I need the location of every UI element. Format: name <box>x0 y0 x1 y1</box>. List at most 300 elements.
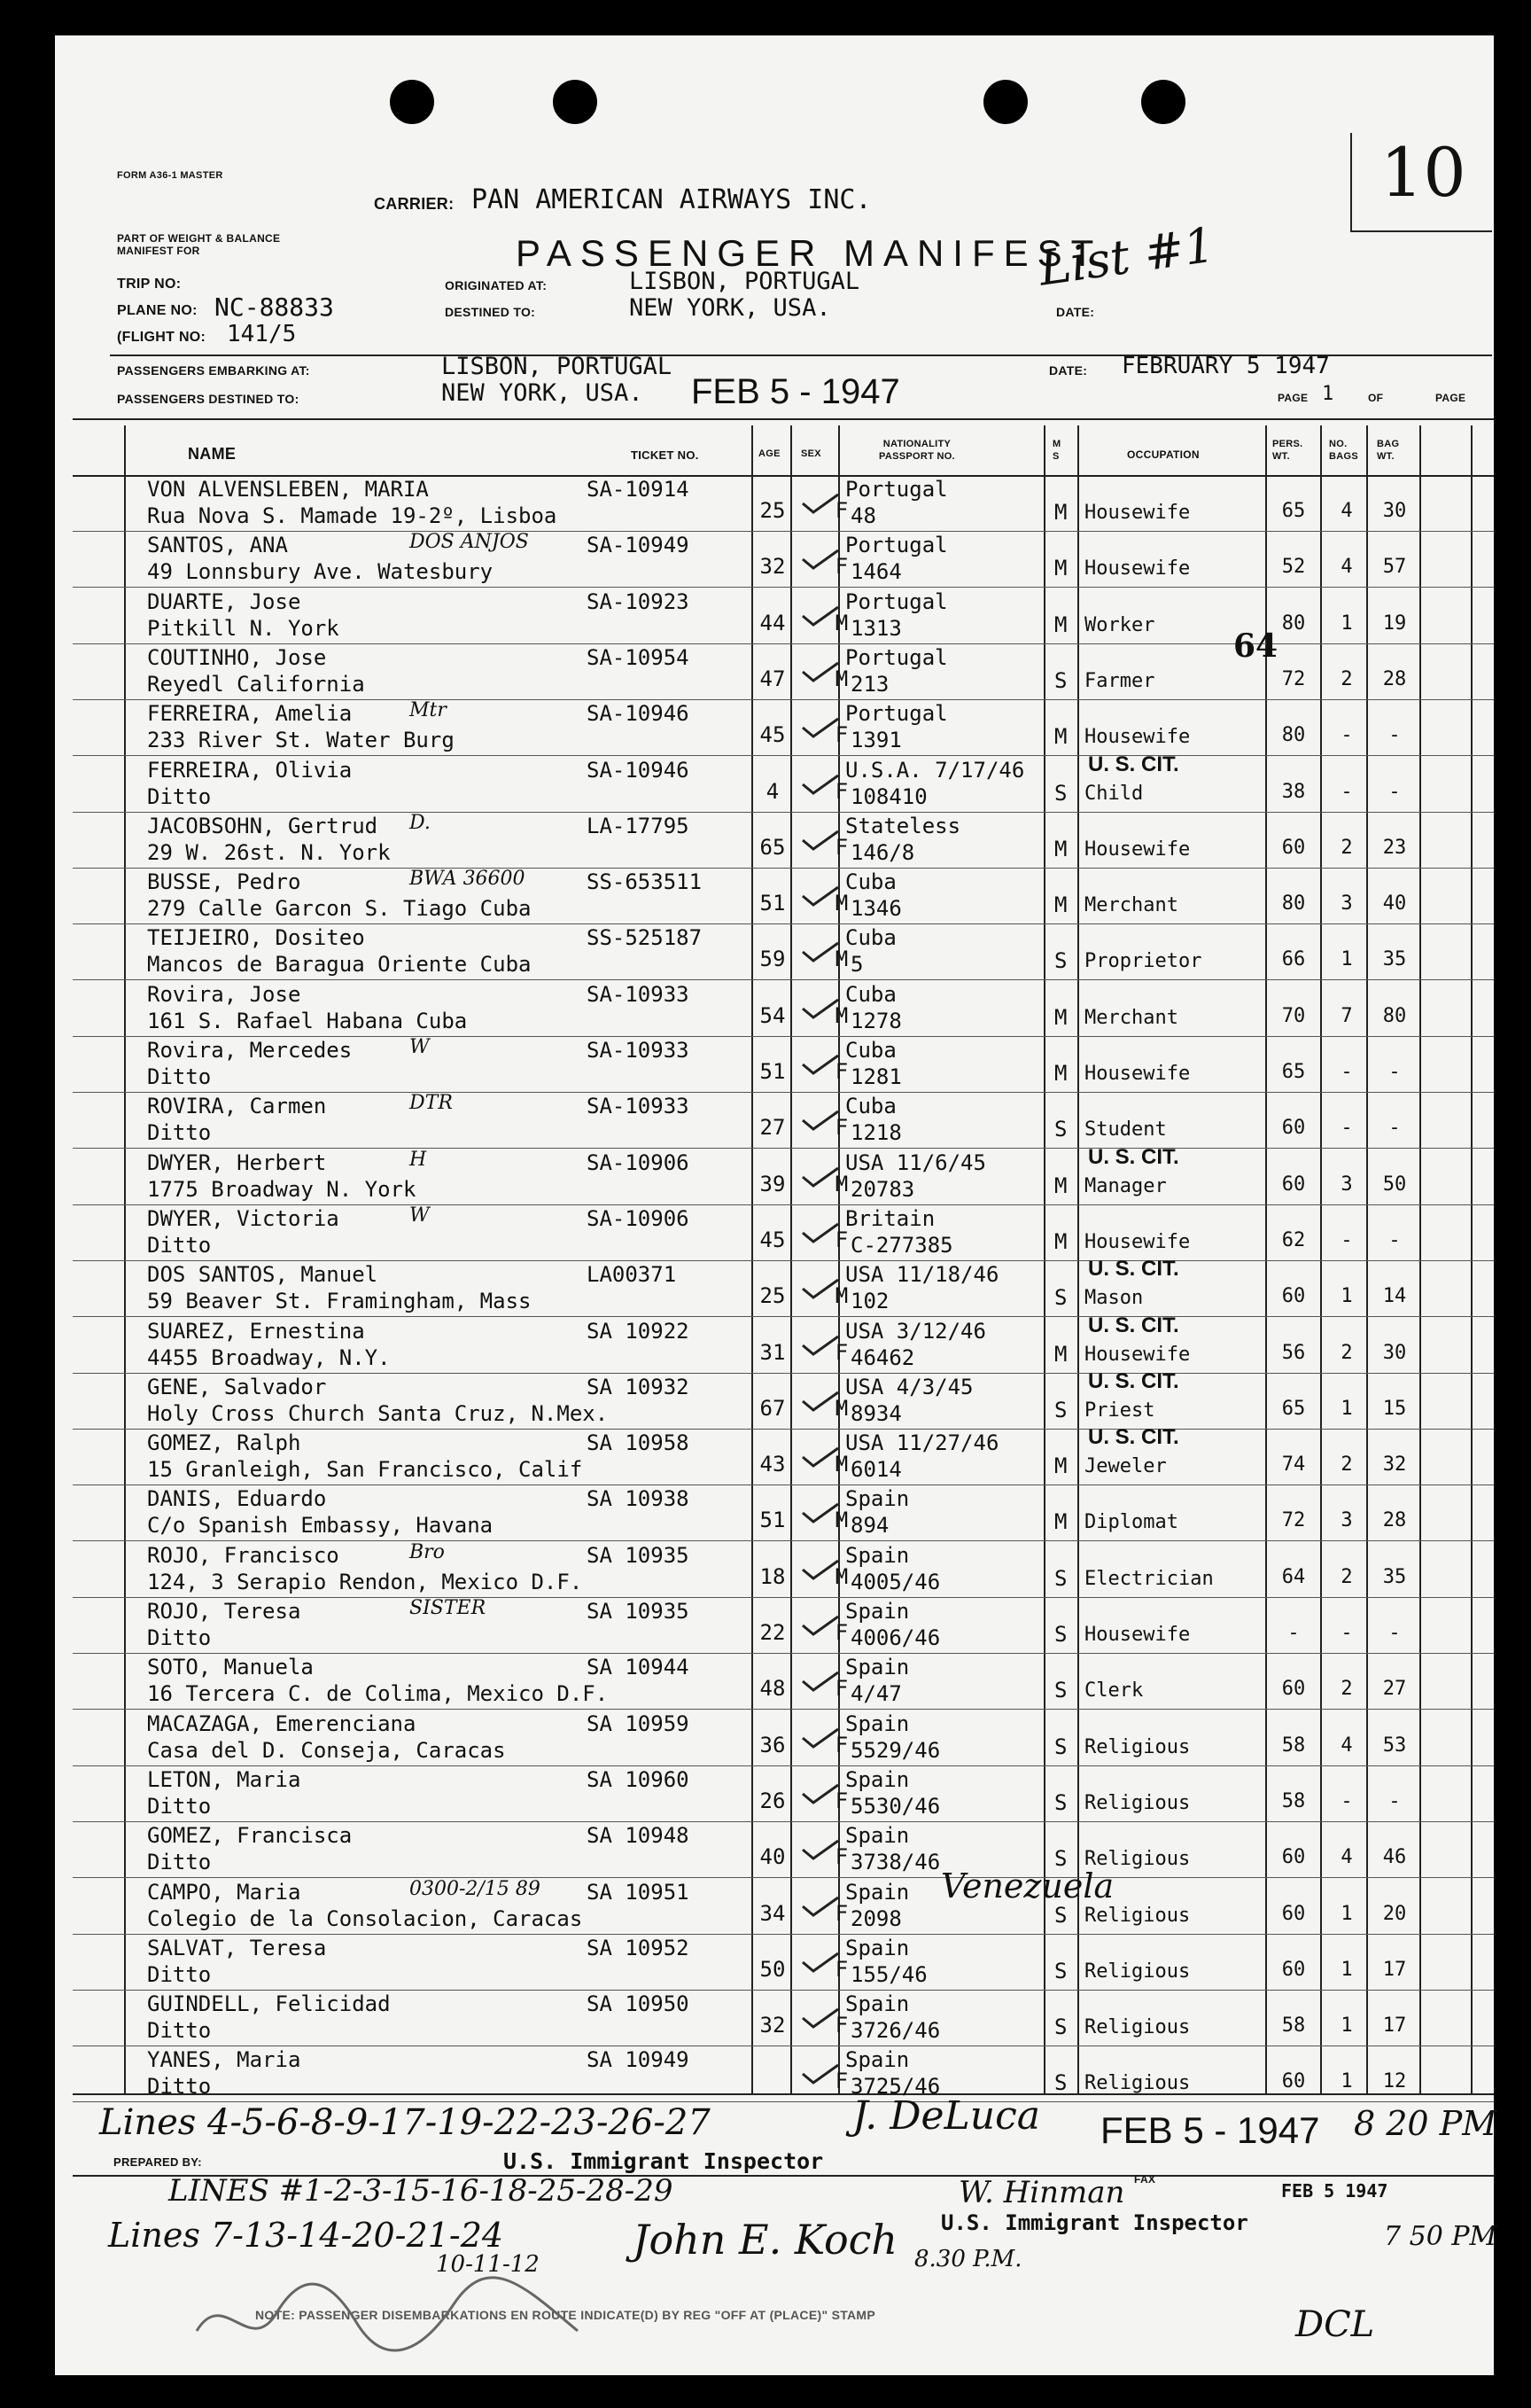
age: 4 <box>766 778 780 804</box>
sex: M <box>835 1283 849 1309</box>
bag-weight: 20 <box>1382 1902 1407 1925</box>
passenger-name: YANES, Maria <box>147 2047 301 2073</box>
nationality: Spain <box>845 1655 910 1680</box>
table-top <box>73 418 1494 420</box>
col-pers-wt: PERS. WT. <box>1272 439 1303 462</box>
bag-count: 1 <box>1341 1902 1353 1925</box>
age: 65 <box>759 834 786 860</box>
sex: M <box>835 610 849 635</box>
personal-weight: 74 <box>1281 1453 1306 1477</box>
passenger-address: 279 Calle Garcon S. Tiago Cuba <box>147 896 532 922</box>
passenger-name: VON ALVENSLEBEN, MARIA <box>147 477 429 502</box>
passport-no: 3725/46 <box>851 2074 941 2100</box>
nationality: Portugal <box>845 533 948 558</box>
bag-count: 4 <box>1341 500 1353 522</box>
fax-label: FAX <box>1134 2173 1156 2186</box>
personal-weight: 62 <box>1281 1228 1306 1251</box>
bag-count: 7 <box>1341 1004 1353 1027</box>
passport-no: 4/47 <box>851 1681 902 1707</box>
sex: F <box>835 1788 849 1813</box>
bag-weight: 32 <box>1382 1453 1407 1477</box>
bag-weight: 57 <box>1382 556 1407 579</box>
us-citizen-stamp: U. S. CIT. <box>1088 1425 1179 1450</box>
sex: F <box>835 1115 849 1141</box>
table-row <box>55 1541 1494 1598</box>
personal-weight: 64 <box>1281 1565 1306 1588</box>
check-mark <box>799 547 842 572</box>
sex: F <box>835 1339 849 1365</box>
age: 27 <box>759 1115 786 1141</box>
table-row <box>55 752 1494 813</box>
ticket-no: SA-10933 <box>587 981 689 1007</box>
sex: F <box>835 834 849 860</box>
ticket-no: SA 10935 <box>587 1542 689 1568</box>
originated-label: ORIGINATED AT: <box>445 278 548 292</box>
bag-weight: 53 <box>1382 1734 1407 1757</box>
passenger-address: 233 River St. Water Burg <box>147 728 455 753</box>
marital-status: M <box>1054 1453 1068 1479</box>
passport-no: 1391 <box>851 728 902 753</box>
nationality: Spain <box>845 1991 910 2017</box>
col-name: NAME <box>188 445 237 463</box>
ticket-no: SA 10952 <box>587 1935 689 1960</box>
nationality: Spain <box>845 1486 910 1512</box>
check-mark <box>799 491 842 516</box>
occupation: Housewife <box>1084 502 1191 524</box>
sex: F <box>835 554 849 580</box>
personal-weight: 65 <box>1281 500 1306 522</box>
age: 40 <box>759 1844 786 1870</box>
check-mark <box>799 604 842 628</box>
personal-weight: 60 <box>1281 1678 1306 1701</box>
ticket-no: LA-17795 <box>587 813 689 838</box>
nationality: Portugal <box>845 477 948 502</box>
table-row <box>55 1934 1494 1991</box>
page-label-2: PAGE <box>1435 392 1466 404</box>
bag-count: 1 <box>1341 2014 1353 2038</box>
sex: F <box>835 1676 849 1702</box>
sex: M <box>835 1452 849 1477</box>
nationality: U.S.A. 7/17/46 <box>845 757 1025 783</box>
age: 59 <box>759 947 786 972</box>
lines-note-1: Lines 4-5-6-8-9-17-19-22-23-26-27 <box>99 2102 711 2143</box>
age: 43 <box>759 1452 786 1477</box>
personal-weight: 56 <box>1281 1341 1306 1364</box>
occupation: Housewife <box>1084 838 1191 861</box>
sex: M <box>835 891 849 916</box>
inspector-label-1: U.S. Immigrant Inspector <box>503 2148 824 2174</box>
marital-status: S <box>1054 2070 1068 2096</box>
occupation: Clerk <box>1084 1679 1144 1703</box>
bag-count: - <box>1341 1061 1353 1083</box>
personal-weight: 65 <box>1281 1061 1306 1083</box>
bag-count: 3 <box>1341 1173 1353 1196</box>
passenger-name: LETON, Maria <box>147 1766 301 1792</box>
marital-status: S <box>1054 1622 1068 1647</box>
age: 51 <box>759 1508 786 1533</box>
ticket-no: SA-10923 <box>587 588 689 614</box>
us-citizen-stamp: U. S. CIT. <box>1088 752 1179 776</box>
check-mark <box>799 1389 842 1414</box>
table-row <box>55 923 1494 980</box>
check-mark <box>799 939 842 964</box>
marital-status: S <box>1054 780 1068 806</box>
bag-weight: 28 <box>1382 667 1407 690</box>
age: 48 <box>759 1676 786 1702</box>
inspector-signature-3: John E. Koch <box>633 2216 898 2264</box>
passenger-address: Ditto <box>147 1625 212 1650</box>
age: 31 <box>759 1339 786 1365</box>
marital-status: S <box>1054 1902 1068 1928</box>
nationality: USA 11/18/46 <box>845 1262 999 1288</box>
age: 50 <box>759 1956 786 1982</box>
check-mark <box>799 1557 842 1582</box>
table-row <box>55 1257 1494 1317</box>
occupation: Housewife <box>1084 1230 1191 1253</box>
passenger-address: Rua Nova S. Mamade 19-2º, Lisboa <box>147 503 557 528</box>
handwritten-annotation: D. <box>409 811 431 834</box>
lines-note-2: LINES #1-2-3-15-16-18-25-28-29 <box>168 2173 673 2209</box>
originated-value: LISBON, PORTUGAL <box>629 268 860 295</box>
ticket-no: SA-10914 <box>587 477 689 502</box>
passenger-address: 124, 3 Serapio Rendon, Mexico D.F. <box>147 1569 583 1594</box>
bag-count: 4 <box>1341 1846 1353 1869</box>
age: 25 <box>759 1283 786 1309</box>
bag-count: 2 <box>1341 836 1353 859</box>
bag-count: 3 <box>1341 892 1353 916</box>
bag-count: 4 <box>1341 556 1353 579</box>
age: 36 <box>759 1732 786 1757</box>
bag-count: 2 <box>1341 1678 1353 1701</box>
bag-weight: - <box>1388 1789 1401 1812</box>
sex: F <box>835 1900 849 1926</box>
bag-weight: 12 <box>1382 2070 1407 2093</box>
corner-page-number: 10 <box>1380 133 1466 212</box>
passenger-name: SALVAT, Teresa <box>147 1935 327 1960</box>
passenger-name: FERREIRA, Olivia <box>147 757 353 783</box>
table-row <box>55 1144 1494 1205</box>
check-mark <box>799 1276 842 1301</box>
marital-status: M <box>1054 612 1068 637</box>
passenger-name: Rovira, Jose <box>147 981 301 1007</box>
ticket-no: SA 10944 <box>587 1655 689 1680</box>
passenger-name: DWYER, Victoria <box>147 1205 339 1231</box>
age: 51 <box>759 891 786 916</box>
list-annotation: List #1 <box>1035 216 1218 297</box>
passport-no: 48 <box>851 503 876 528</box>
ticket-no: SA 10959 <box>587 1711 689 1736</box>
col-ms: M S <box>1053 439 1061 462</box>
table-row <box>55 1313 1494 1374</box>
nationality: Spain <box>845 1599 910 1624</box>
nationality: Portugal <box>845 644 948 670</box>
passenger-name: ROJO, Teresa <box>147 1599 301 1624</box>
date-value: FEBRUARY 5 1947 <box>1122 353 1330 379</box>
check-mark <box>799 1781 842 1806</box>
passenger-address: 4455 Broadway, N.Y. <box>147 1344 391 1370</box>
marital-status: M <box>1054 556 1068 581</box>
bag-weight: 19 <box>1382 612 1407 635</box>
passport-no: 146/8 <box>851 839 915 865</box>
nationality: Cuba <box>845 1094 897 1119</box>
lines-note-3b: 10-11-12 <box>436 2251 540 2278</box>
table-row <box>55 1597 1494 1654</box>
check-mark <box>799 1445 842 1469</box>
passenger-name: GOMEZ, Ralph <box>147 1430 301 1456</box>
marital-status: M <box>1054 836 1068 861</box>
pass-destined-value: NEW YORK, USA. <box>441 379 643 407</box>
passenger-address: Casa del D. Conseja, Caracas <box>147 1737 506 1763</box>
personal-weight: 72 <box>1281 667 1306 690</box>
passenger-address: Ditto <box>147 1120 212 1146</box>
bag-weight: 80 <box>1382 1004 1407 1027</box>
ticket-no: SS-525187 <box>587 925 703 951</box>
sex: F <box>835 778 849 804</box>
passenger-address: Holy Cross Church Santa Cruz, N.Mex. <box>147 1400 609 1426</box>
occupation: Diplomat <box>1084 1511 1178 1534</box>
nationality: Cuba <box>845 981 897 1007</box>
table-row <box>55 812 1494 869</box>
check-mark <box>799 1052 842 1077</box>
table-row <box>55 1425 1494 1485</box>
marital-status: S <box>1054 1117 1068 1142</box>
nationality: USA 11/6/45 <box>845 1149 986 1175</box>
handwritten-annotation: DOS ANJOS <box>409 531 529 554</box>
personal-weight: - <box>1287 1622 1300 1644</box>
passport-no: 4006/46 <box>851 1625 941 1650</box>
occupation: Merchant <box>1084 1006 1178 1029</box>
table-row <box>55 588 1494 644</box>
passenger-name: CAMPO, Maria <box>147 1879 301 1905</box>
passenger-name: SUAREZ, Ernestina <box>147 1318 365 1344</box>
occupation: Student <box>1084 1118 1167 1142</box>
bag-count: - <box>1341 1789 1353 1812</box>
marital-status: M <box>1054 1341 1068 1367</box>
venezuela-note: Venezuela <box>941 1866 1115 1905</box>
passenger-address: Ditto <box>147 783 212 809</box>
passenger-name: DOS SANTOS, Manuel <box>147 1262 378 1288</box>
handwritten-annotation: W <box>409 1204 430 1227</box>
passenger-name: BUSSE, Pedro <box>147 869 301 895</box>
passenger-address: 16 Tercera C. de Colima, Mexico D.F. <box>147 1681 609 1707</box>
occupation: Farmer <box>1084 669 1155 692</box>
bag-weight: 17 <box>1382 1958 1407 1981</box>
check-mark <box>799 2006 842 2030</box>
carrier-name: PAN AMERICAN AIRWAYS INC. <box>471 184 872 215</box>
passport-no: C-277385 <box>851 1232 953 1258</box>
passenger-address: Colegio de la Consolacion, Caracas <box>147 1905 583 1931</box>
occupation: Religious <box>1084 2072 1191 2095</box>
marital-status: S <box>1054 1734 1068 1759</box>
sex: M <box>835 1563 849 1589</box>
check-mark <box>799 996 842 1021</box>
passenger-address: 15 Granleigh, San Francisco, Calif <box>147 1457 583 1483</box>
check-mark <box>799 1613 842 1638</box>
occupation: Proprietor <box>1084 950 1202 973</box>
age: 45 <box>759 1227 786 1252</box>
nationality: Spain <box>845 1542 910 1568</box>
us-citizen-stamp: U. S. CIT. <box>1088 1257 1179 1282</box>
page-of: OF <box>1368 392 1384 404</box>
bag-count: 2 <box>1341 1341 1353 1364</box>
bag-weight: 35 <box>1382 1565 1407 1588</box>
ticket-no: SA-10946 <box>587 701 689 727</box>
table-row <box>55 699 1494 756</box>
passport-no: 894 <box>851 1513 890 1539</box>
age: 67 <box>759 1395 786 1421</box>
manifest-title: PASSENGER MANIFEST <box>516 232 1103 274</box>
passenger-name: JACOBSOHN, Gertrud <box>147 813 378 838</box>
check-mark <box>799 715 842 740</box>
sex: M <box>835 947 849 972</box>
age: 26 <box>759 1788 786 1813</box>
passenger-name: FERREIRA, Amelia <box>147 701 353 727</box>
check-mark <box>799 884 842 908</box>
col-age: AGE <box>758 448 781 459</box>
col-nationality: NATIONALITY PASSPORT NO. <box>879 439 955 462</box>
occupation: Worker <box>1084 613 1155 636</box>
passport-no: 8934 <box>851 1400 902 1426</box>
age: 34 <box>759 1900 786 1926</box>
nationality: Stateless <box>845 813 961 838</box>
corner-box-line <box>1350 230 1492 232</box>
check-mark <box>799 1500 842 1525</box>
personal-weight: 60 <box>1281 1117 1306 1140</box>
handwritten-annotation: H <box>409 1148 427 1171</box>
passenger-address: C/o Spanish Embassy, Havana <box>147 1513 493 1539</box>
marital-status: S <box>1054 1789 1068 1815</box>
table-row <box>55 1092 1494 1149</box>
passport-no: 155/46 <box>851 1961 928 1987</box>
personal-weight: 60 <box>1281 1285 1306 1308</box>
personal-weight: 80 <box>1281 612 1306 635</box>
marital-status: M <box>1054 724 1068 750</box>
check-mark <box>799 659 842 684</box>
personal-weight: 65 <box>1281 1397 1306 1420</box>
received-stamp: FEB 5 - 1947 <box>691 372 900 411</box>
time-stamp-2: 7 50 PM <box>1384 2221 1497 2252</box>
occupation: Religious <box>1084 1791 1191 1814</box>
passenger-name: MACAZAGA, Emerenciana <box>147 1711 416 1736</box>
ticket-no: SA 10922 <box>587 1318 689 1344</box>
occupation: Housewife <box>1084 726 1191 749</box>
age: 39 <box>759 1171 786 1196</box>
passenger-name: ROVIRA, Carmen <box>147 1094 327 1119</box>
age: 18 <box>759 1563 786 1589</box>
passport-no: 1346 <box>851 896 902 922</box>
part-of-manifest: PART OF WEIGHT & BALANCE MANIFEST FOR <box>117 232 281 257</box>
punch-hole <box>390 80 434 124</box>
col-ticket: TICKET NO. <box>631 448 699 462</box>
nationality: Spain <box>845 1935 910 1960</box>
us-citizen-stamp: U. S. CIT. <box>1088 1144 1179 1169</box>
footer-note: NOTE: PASSENGER DISEMBARKATIONS EN ROUTE INDICATE(D) BY REG "OFF AT (PLACE)" STAMP <box>255 2308 876 2322</box>
sex: F <box>835 1844 849 1870</box>
personal-weight: 58 <box>1281 1734 1306 1757</box>
ticket-no: SS-653511 <box>587 869 703 895</box>
ticket-no: SA 10935 <box>587 1599 689 1624</box>
bag-count: - <box>1341 724 1353 747</box>
personal-weight: 60 <box>1281 1902 1306 1925</box>
occupation: Housewife <box>1084 557 1191 581</box>
bag-weight: 17 <box>1382 2014 1407 2038</box>
personal-weight: 52 <box>1281 556 1306 579</box>
sex: F <box>835 1956 849 1982</box>
marital-status: S <box>1054 1846 1068 1872</box>
passenger-address: 29 W. 26st. N. York <box>147 839 391 865</box>
table-row <box>55 531 1494 588</box>
bag-weight: - <box>1388 724 1401 747</box>
passport-no: 2098 <box>851 1905 902 1931</box>
personal-weight: 72 <box>1281 1509 1306 1532</box>
passenger-address: Ditto <box>147 1232 212 1258</box>
check-mark <box>799 2061 842 2086</box>
table-row <box>55 980 1494 1037</box>
occupation: Housewife <box>1084 1624 1191 1646</box>
personal-weight: 80 <box>1281 724 1306 747</box>
ticket-no: SA-10946 <box>587 757 689 783</box>
bag-weight: - <box>1388 780 1401 803</box>
ticket-no: SA 10950 <box>587 1991 689 2017</box>
check-mark <box>799 1108 842 1133</box>
bag-count: 4 <box>1341 1734 1353 1757</box>
punch-hole <box>1141 80 1185 124</box>
marital-status: S <box>1054 1397 1068 1422</box>
destined-label: DESTINED TO: <box>445 305 536 319</box>
nationality: USA 4/3/45 <box>845 1374 974 1399</box>
passenger-address: 1775 Broadway N. York <box>147 1176 416 1202</box>
passport-no: 5 <box>851 952 864 978</box>
table-row <box>55 1765 1494 1822</box>
passenger-address: 59 Beaver St. Framingham, Mass <box>147 1289 532 1314</box>
passenger-name: DANIS, Eduardo <box>147 1486 327 1512</box>
scribbled-signature <box>188 2269 595 2366</box>
sex: F <box>835 498 849 523</box>
footer-stamp-date-2: FEB 5 1947 <box>1281 2180 1388 2201</box>
margin-note: 64 <box>1233 627 1278 665</box>
age: 44 <box>759 610 786 635</box>
table-row <box>55 1990 1494 2046</box>
bag-weight: 30 <box>1382 1341 1407 1364</box>
marital-status: M <box>1054 1173 1068 1198</box>
age: 25 <box>759 498 786 523</box>
check-mark <box>799 828 842 853</box>
bag-count: - <box>1341 1622 1353 1644</box>
us-citizen-stamp: U. S. CIT. <box>1088 1368 1179 1393</box>
passport-no: 1281 <box>851 1064 902 1089</box>
nationality: Cuba <box>845 925 897 951</box>
bag-weight: 50 <box>1382 1173 1407 1196</box>
passport-no: 1218 <box>851 1120 902 1146</box>
marital-status: S <box>1054 1285 1068 1311</box>
sex: F <box>835 722 849 748</box>
punch-hole <box>553 80 597 124</box>
occupation: Mason <box>1084 1287 1144 1310</box>
bag-count: 2 <box>1341 1565 1353 1588</box>
manifest-sheet <box>55 35 1497 2375</box>
marital-status: S <box>1054 2014 1068 2040</box>
bag-count: 2 <box>1341 667 1353 690</box>
passport-no: 1464 <box>851 559 902 585</box>
ticket-no: SA 10958 <box>587 1430 689 1456</box>
bag-weight: 30 <box>1382 500 1407 522</box>
personal-weight: 60 <box>1281 1173 1306 1196</box>
occupation: Religious <box>1084 1904 1191 1927</box>
bag-weight: 23 <box>1382 836 1407 859</box>
personal-weight: 60 <box>1281 836 1306 859</box>
occupation: Religious <box>1084 1735 1191 1758</box>
passenger-name: DWYER, Herbert <box>147 1149 327 1175</box>
